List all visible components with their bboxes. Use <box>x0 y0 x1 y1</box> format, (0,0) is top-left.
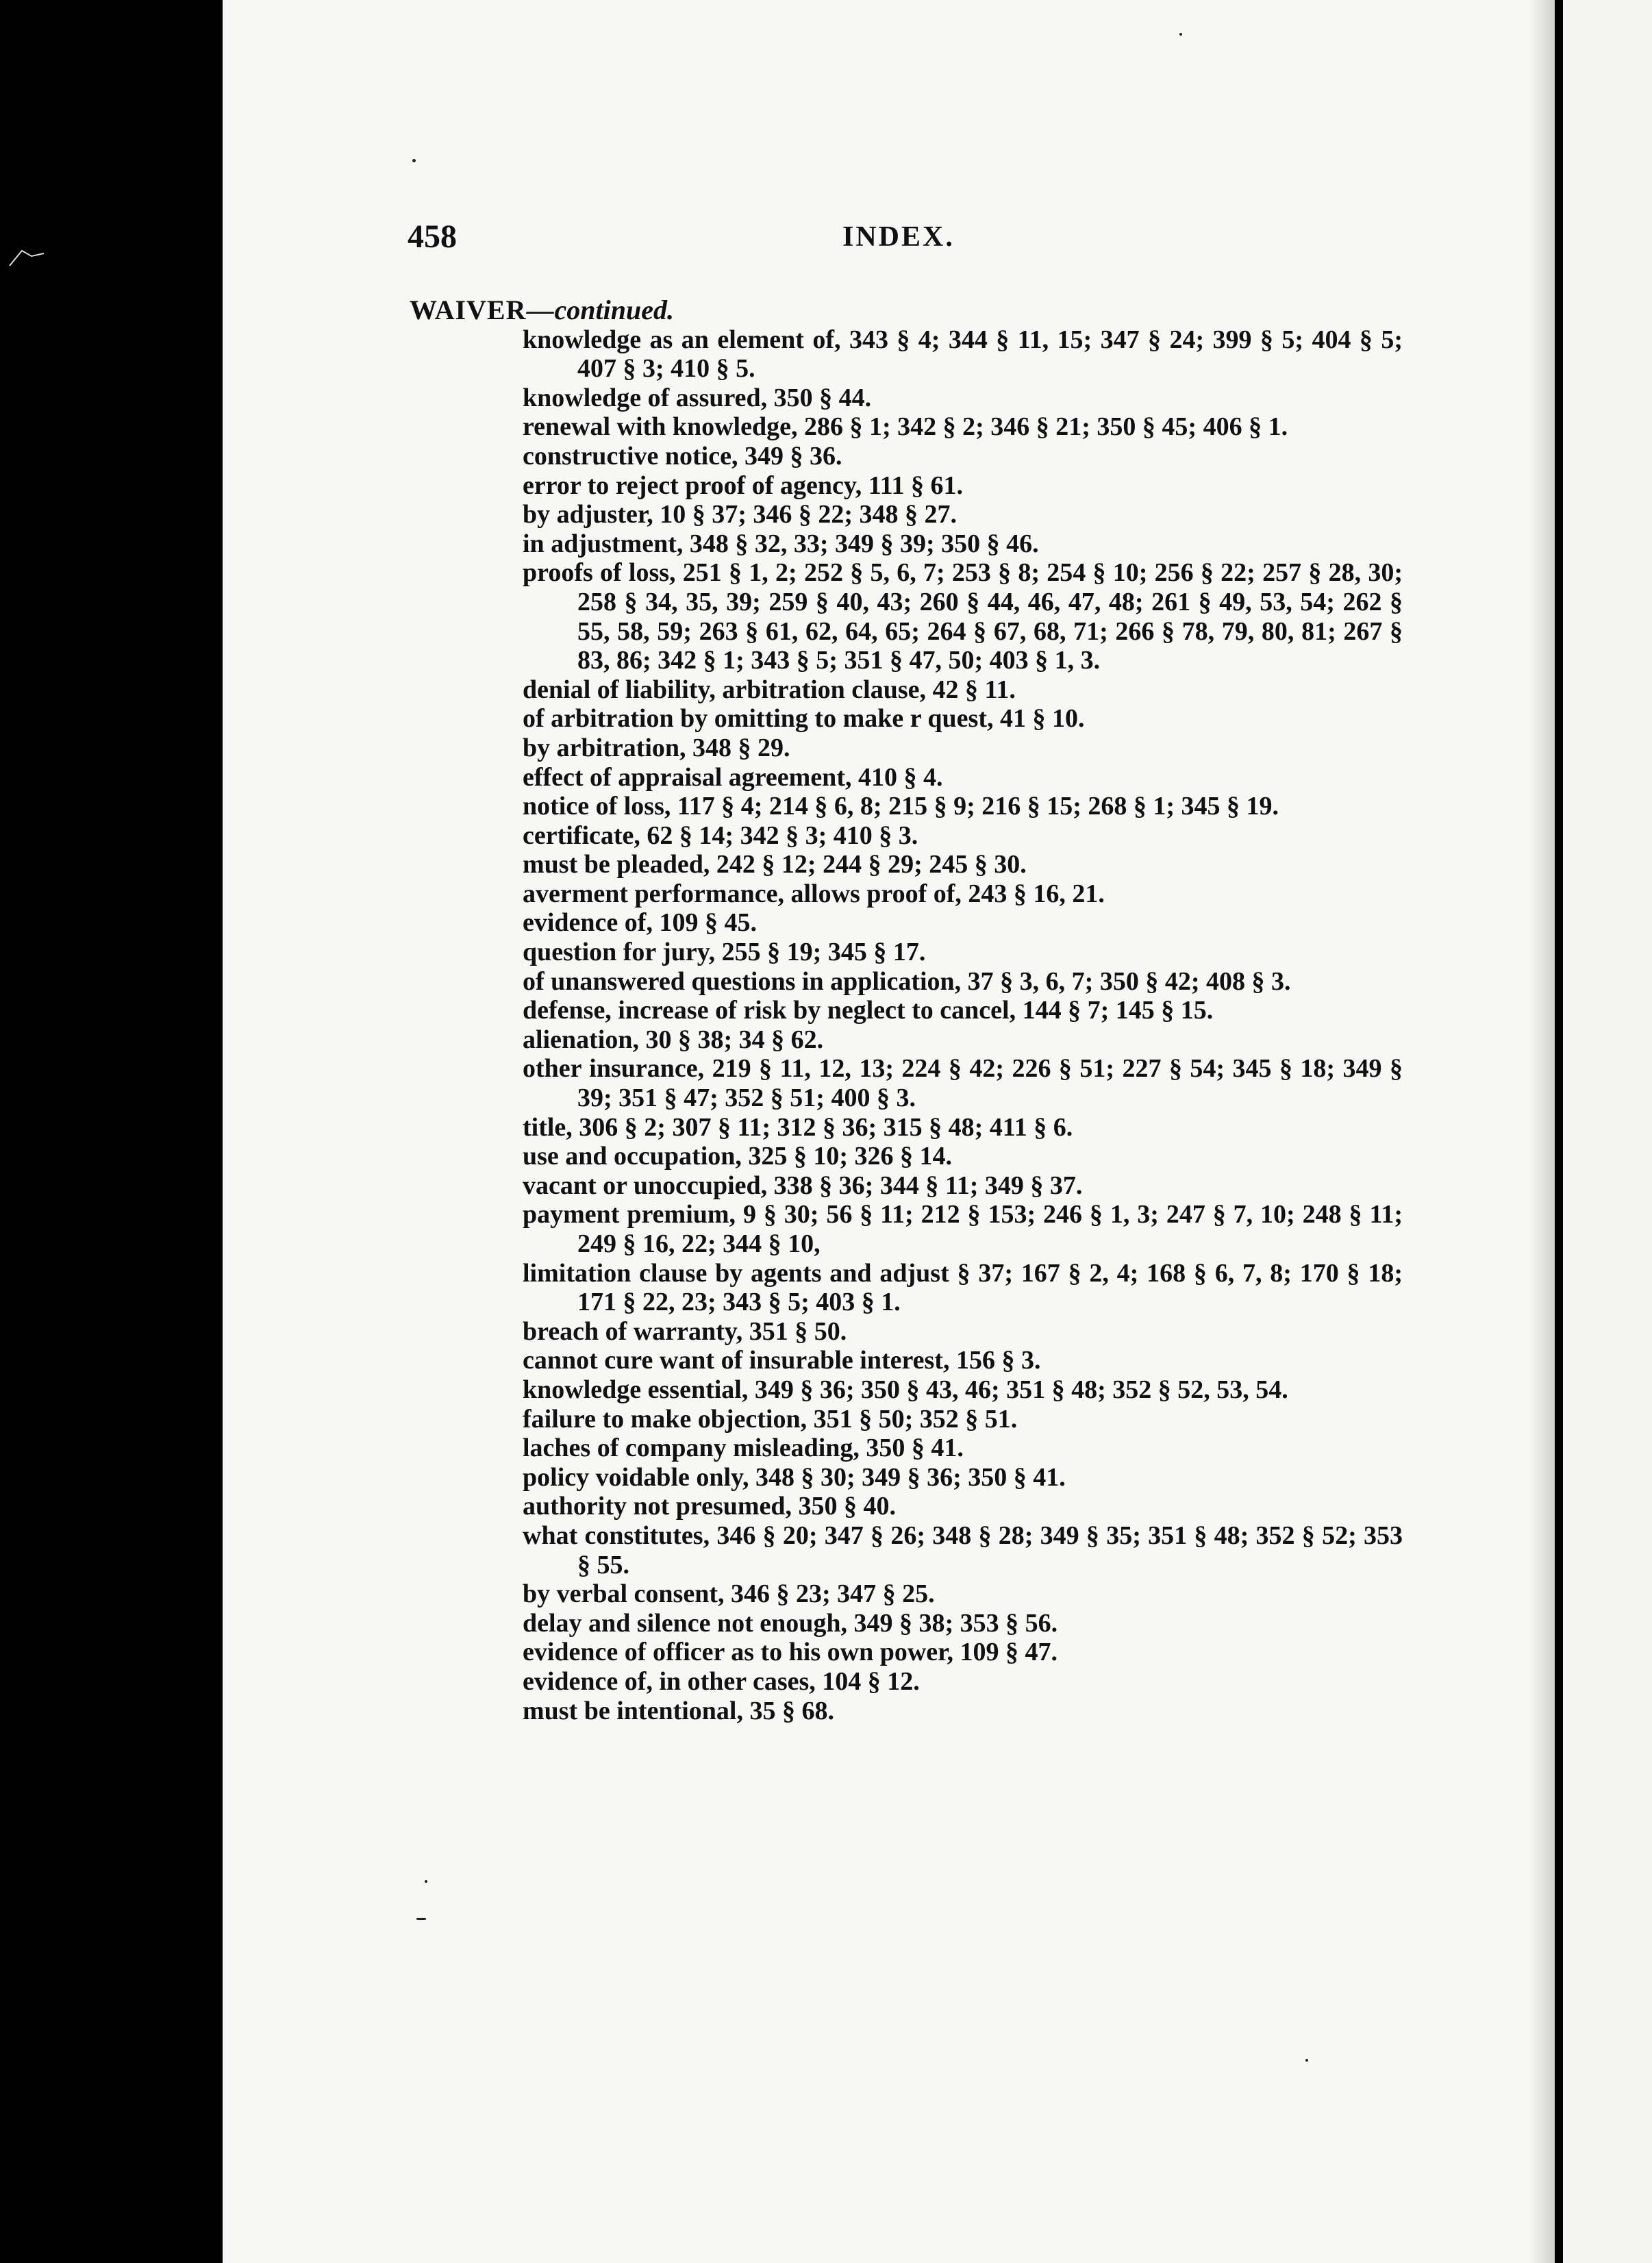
index-entry: by arbitration, 348 § 29. <box>523 733 790 762</box>
scan-speck <box>412 159 416 162</box>
index-entry: laches of company misleading, 350 § 41. <box>523 1434 964 1463</box>
index-entry: of arbitration by omitting to make r quest, 41 § 10. <box>523 704 1085 734</box>
index-entry: policy voidable only, 348 § 30; 349 § 36; 350 § 41. <box>523 1462 1066 1492</box>
index-entry: knowledge as an element of, 343 § 4; 344 § 11, 15; 347 § 24; 399 § 5; 404 § 5; 407 § 3; 410 § 5. <box>523 325 1403 384</box>
index-entry: other insurance, 219 § 11, 12, 13; 224 § 42; 226 § 51; 227 § 54; 345 § 18; 349 § 39; 351 § 47; 352 § 51; 400 § 3. <box>523 1054 1403 1113</box>
index-heading-continuation: continued. <box>554 295 674 325</box>
scan-speck <box>1305 2059 1308 2062</box>
index-entry: by verbal consent, 346 § 23; 347 § 25. <box>523 1579 935 1609</box>
index-entry: title, 306 § 2; 307 § 11; 312 § 36; 315 § 48; 411 § 6. <box>523 1112 1073 1142</box>
index-entry: what constitutes, 346 § 20; 347 § 26; 348 § 28; 349 § 35; 351 § 48; 352 § 52; 353 § 55. <box>523 1521 1403 1579</box>
index-entry: certificate, 62 § 14; 342 § 3; 410 § 3. <box>523 821 918 850</box>
index-entry: effect of appraisal agreement, 410 § 4. <box>523 762 943 792</box>
index-entry: evidence of, 109 § 45. <box>523 908 757 938</box>
index-entry: renewal with knowledge, 286 § 1; 342 § 2; 346 § 21; 350 § 45; 406 § 1. <box>523 412 1288 442</box>
index-entry: limitation clause by agents and adjust § 37; 167 § 2, 4; 168 § 6, 7, 8; 170 § 18; 171 § 22, 23; 343 § 5; 403 § 1. <box>523 1258 1403 1317</box>
index-entry: payment premium, 9 § 30; 56 § 11; 212 § 153; 246 § 1, 3; 247 § 7, 10; 248 § 11; 249 § 16, 22; 344 § 10, <box>523 1200 1403 1258</box>
index-entry: must be pleaded, 242 § 12; 244 § 29; 245 § 30. <box>523 850 1027 879</box>
index-entry: defense, increase of risk by neglect to cancel, 144 § 7; 145 § 15. <box>523 996 1214 1025</box>
index-entry: of unanswered questions in application, 37 § 3, 6, 7; 350 § 42; 408 § 3. <box>523 966 1291 996</box>
index-entry: knowledge of assured, 350 § 44. <box>523 383 872 412</box>
index-entry: evidence of officer as to his own power, 109 § 47. <box>523 1638 1058 1667</box>
index-entry: authority not presumed, 350 § 40. <box>523 1492 897 1521</box>
index-heading <box>410 296 1403 325</box>
index-entry: error to reject proof of agency, 111 § 61. <box>523 471 964 500</box>
index-heading-term: WAIVER— <box>410 295 555 325</box>
index-body <box>410 296 1403 1725</box>
index-entry: by adjuster, 10 § 37; 346 § 22; 348 § 27. <box>523 500 958 529</box>
index-entry: vacant or unoccupied, 338 § 36; 344 § 11; 349 § 37. <box>523 1171 1083 1200</box>
index-entry: question for jury, 255 § 19; 345 § 17. <box>523 938 926 967</box>
scan-speck <box>416 1918 426 1920</box>
index-entry: evidence of, in other cases, 104 § 12. <box>523 1666 920 1696</box>
scan-artifact-mark <box>8 247 46 267</box>
index-entry: denial of liability, arbitration clause, 42 § 11. <box>523 675 1016 704</box>
index-entry: notice of loss, 117 § 4; 214 § 6, 8; 215 § 9; 216 § 15; 268 § 1; 345 § 19. <box>523 792 1279 821</box>
index-entry: proofs of loss, 251 § 1, 2; 252 § 5, 6, 7; 253 § 8; 254 § 10; 256 § 22; 257 § 28, 30; 258 § 34, 35, 39; 259 § 40, 43; 260 § 44, 46, 47, 48; 261 § 49, 53, 54; 262 § 55, 58, 59; 263 § 61, 62, 64, 65; 264 § 67, 68, 71; 266 § 78, 79, 80, 81; 267 § 83, 86; 342 § 1; 343 § 5; 351 § 47, 50; 403 § 1, 3. <box>523 558 1403 675</box>
index-entry: breach of warranty, 351 § 50. <box>523 1316 847 1346</box>
scan-speck <box>1179 33 1182 36</box>
index-entry: use and occupation, 325 § 10; 326 § 14. <box>523 1142 953 1171</box>
page-number: 458 <box>408 218 457 255</box>
index-entry: in adjustment, 348 § 32, 33; 349 § 39; 350 § 46. <box>523 529 1039 558</box>
facing-page-edge <box>1563 0 1652 2263</box>
index-entry: alienation, 30 § 38; 34 § 62. <box>523 1025 824 1054</box>
scan-speck <box>425 1880 427 1883</box>
index-entry: knowledge essential, 349 § 36; 350 § 43, 46; 351 § 48; 352 § 52, 53, 54. <box>523 1375 1288 1404</box>
index-entry: constructive notice, 349 § 36. <box>523 441 842 471</box>
index-entry: delay and silence not enough, 349 § 38; 353 § 56. <box>523 1608 1058 1638</box>
index-entry: must be intentional, 35 § 68. <box>523 1696 834 1725</box>
index-entry: cannot cure want of insurable interest, 156 § 3. <box>523 1346 1041 1375</box>
running-head: INDEX. <box>842 221 955 253</box>
index-entry: failure to make objection, 351 § 50; 352 § 51. <box>523 1404 1018 1434</box>
index-entry: averment performance, allows proof of, 243 § 16, 21. <box>523 879 1105 908</box>
